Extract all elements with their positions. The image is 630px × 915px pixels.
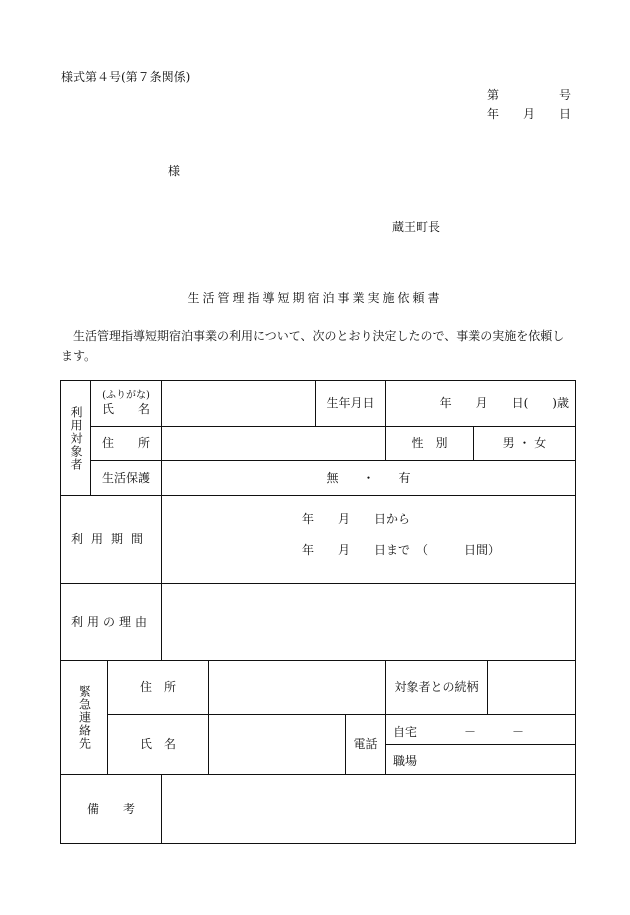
phone-label: 電話 (353, 737, 378, 751)
welfare-options[interactable]: 無 ・ 有 (326, 470, 411, 485)
relation-label: 対象者との続柄 (394, 680, 479, 694)
address-label: 住 所 (101, 436, 150, 450)
remarks-label: 備 考 (86, 801, 135, 816)
date-month-label: 月 (523, 107, 536, 121)
home-phone-label: 自宅 (393, 725, 418, 739)
document-number-suffix: 号 (559, 88, 572, 102)
gender-label: 性 別 (411, 436, 448, 450)
period-label: 利用期間 (70, 532, 151, 546)
name-label: 氏 名 (101, 402, 150, 416)
period-to[interactable]: 年 月 日まで （ 日間） (302, 543, 501, 557)
addressee-honorific: 様 (168, 164, 181, 178)
date-year-label: 年 (487, 107, 500, 121)
home-phone-field[interactable]: － － (464, 725, 525, 739)
birthdate-label: 生年月日 (326, 396, 375, 410)
reason-label: 利用の理由 (70, 614, 151, 629)
relation-field[interactable] (488, 661, 575, 714)
grid-line (385, 714, 386, 774)
form-number: 様式第４号(第７条関係) (61, 70, 191, 84)
name-value-field[interactable] (162, 381, 315, 426)
emergency-address-field[interactable] (209, 661, 385, 714)
document-title: 生活管理指導短期宿泊事業実施依頼書 (187, 291, 443, 305)
work-phone-label: 職場 (393, 754, 418, 768)
emergency-name-label: 氏 名 (139, 737, 176, 751)
grid-line (385, 744, 576, 745)
table-border (60, 843, 576, 844)
issuer-name: 蔵王町長 (392, 220, 441, 234)
document-number-prefix: 第 (487, 88, 500, 102)
emergency-name-field[interactable] (209, 715, 345, 774)
address-field[interactable] (162, 427, 385, 460)
emergency-address-label: 住 所 (139, 680, 176, 694)
birthdate-field[interactable]: 年 月 日( )歳 (439, 396, 569, 410)
date-day-label: 日 (559, 107, 572, 121)
reason-field[interactable] (162, 584, 575, 660)
remarks-field[interactable] (162, 775, 575, 843)
name-label-cell (91, 381, 161, 426)
emergency-section-label: 緊急連絡先 (77, 685, 92, 750)
request-form-table (60, 380, 576, 844)
subject-section-label: 利用対象者 (69, 405, 83, 471)
welfare-label: 生活保護 (101, 470, 150, 485)
gender-options[interactable]: 男 ・ 女 (502, 436, 547, 450)
period-from[interactable]: 年 月 日から (302, 512, 411, 526)
document-body: 生活管理指導短期宿泊事業の利用について、次のとおり決定したので、事業の実施を依頼します。 (61, 329, 565, 363)
furigana-label: (ふりがな) (102, 390, 150, 401)
